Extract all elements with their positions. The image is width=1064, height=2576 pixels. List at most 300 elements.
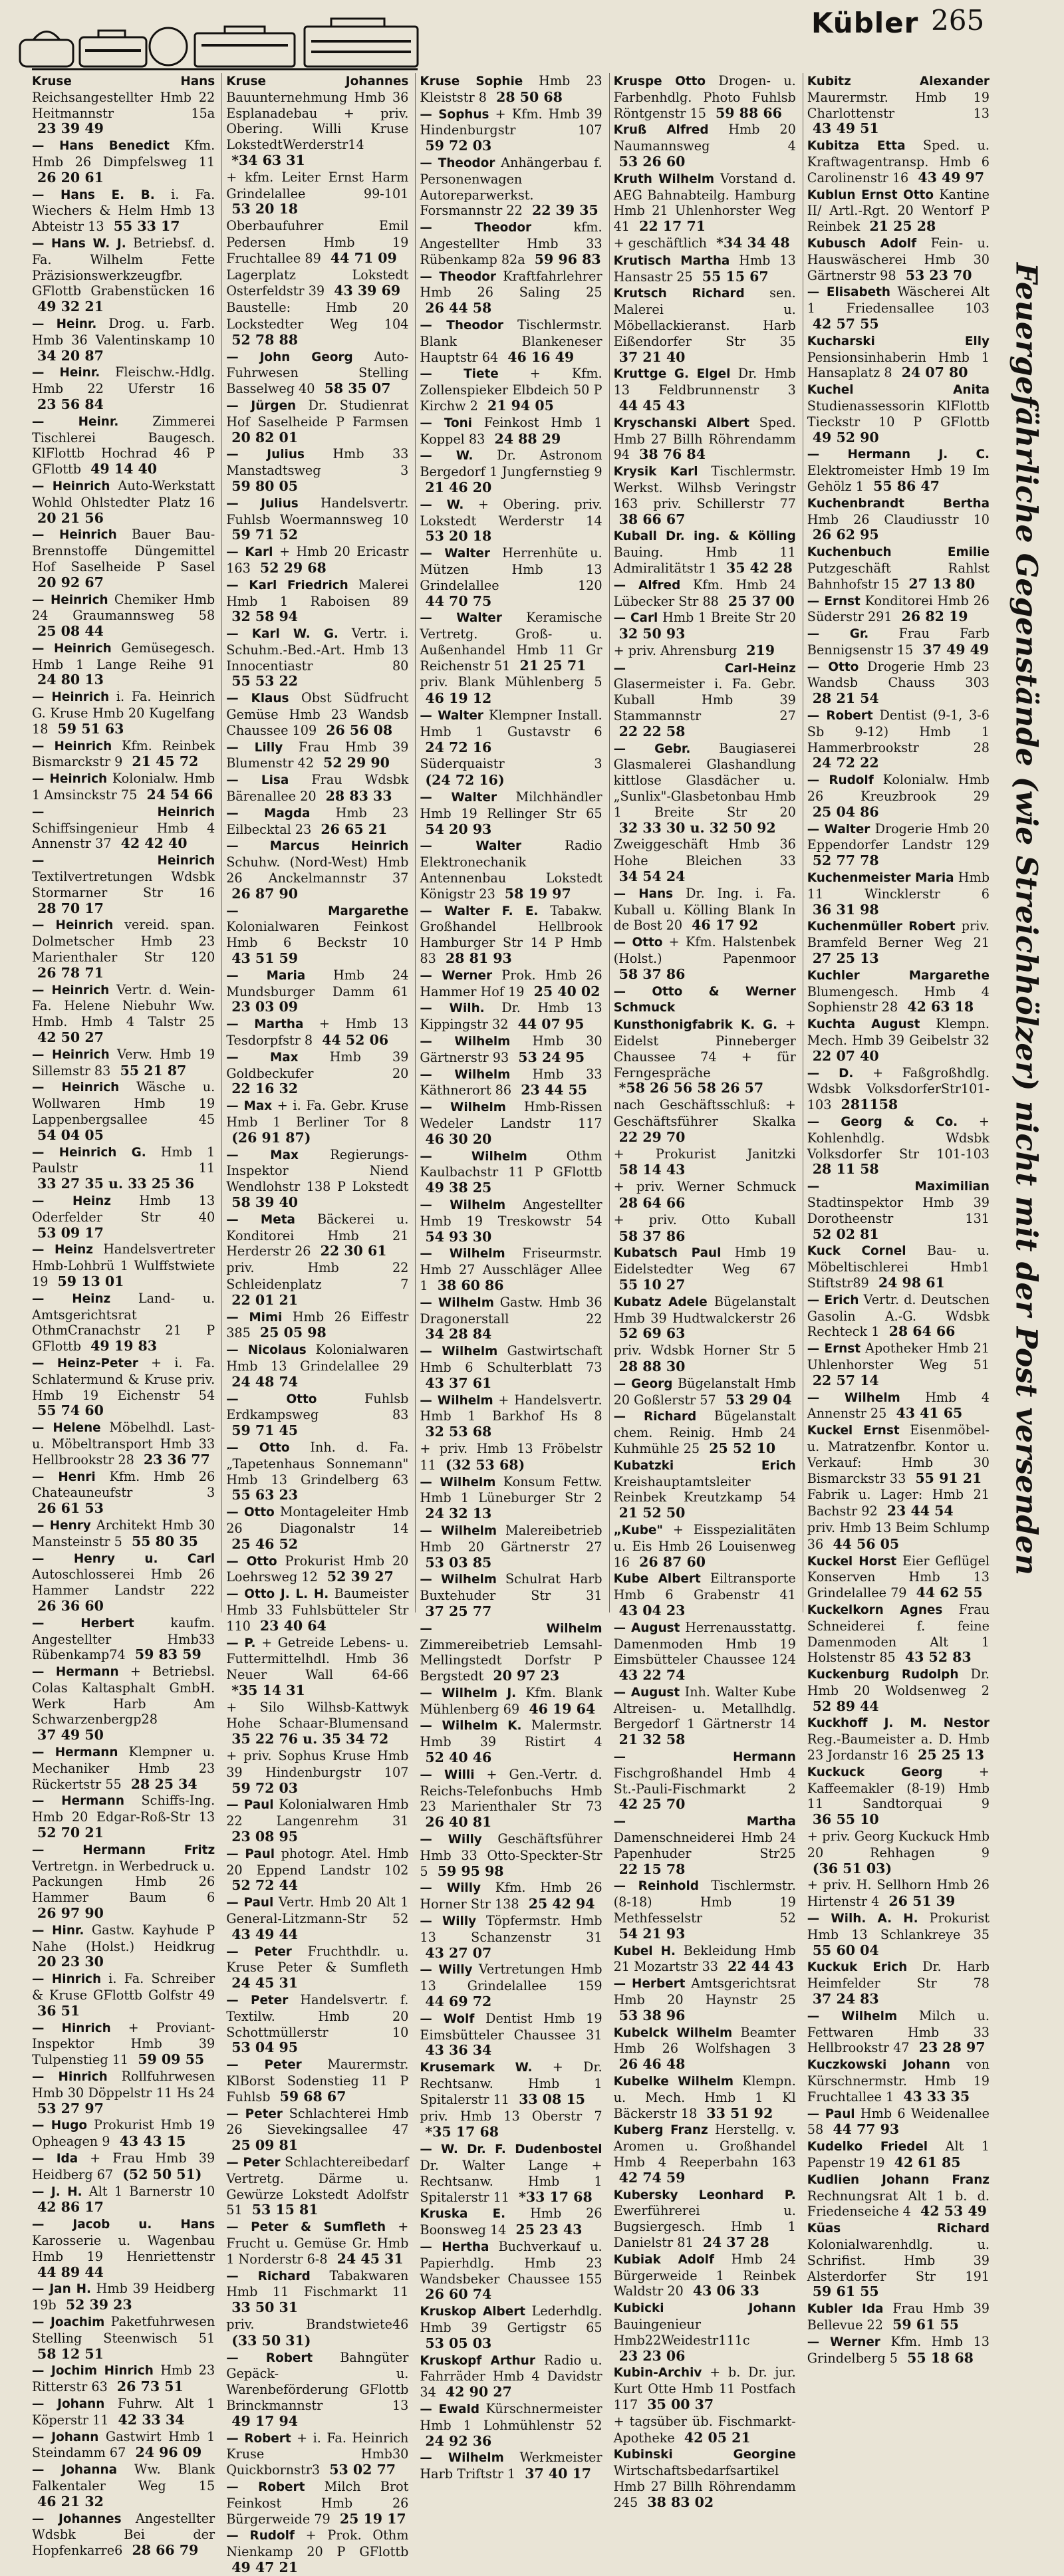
- entry-phone: 25 08 44: [37, 623, 104, 640]
- entry-name: — Georg: [613, 1376, 673, 1391]
- entry-phone: 23 28 97: [918, 2039, 986, 2056]
- directory-entry: [226, 2317, 408, 2349]
- entry-phone: 59 61 55: [892, 2316, 959, 2333]
- entry-details: Gastw. Kayhude P Nahe (Holst.) Heidkrug: [32, 1922, 215, 1954]
- entry-details: Eier Geflügel Konserven Hmb 13 Grindelallee 79: [807, 1553, 990, 1601]
- directory-entry: [32, 689, 215, 737]
- entry-phone: 20 97 23: [493, 1668, 560, 1684]
- directory-entry: [807, 1764, 990, 1828]
- entry-details: Hmb 6 Weidenallee 58: [807, 2105, 990, 2138]
- entry-details: Gastwirtschaft Hmb 6 Schulterblatt 73: [420, 1343, 602, 1375]
- entry-phone: 22 44 43: [728, 1958, 794, 1975]
- entry-details: Kolonialwaren Hmb 13 Grindelallee 29: [226, 1342, 409, 1374]
- entry-name: — Magda: [226, 806, 311, 821]
- entry-phone: 43 41 65: [896, 1405, 963, 1422]
- entry-details: Konditorei Hmb 26 Süderstr 291: [807, 592, 990, 625]
- entry-name: — Maximilian: [807, 1180, 990, 1194]
- directory-entry: [32, 1793, 215, 1841]
- entry-phone: 52 39 27: [327, 1569, 394, 1585]
- directory-column: [415, 73, 604, 2482]
- entry-name: — Maria: [226, 968, 306, 983]
- entry-phone: 22 15 78: [618, 1861, 686, 1877]
- directory-entry: [420, 415, 602, 448]
- entry-phone: 43 49 97: [918, 169, 985, 186]
- entry-details: + priv. Hmb 13 Fröbelstr 11: [420, 1440, 602, 1473]
- entry-phone: 43 36 34: [425, 2042, 492, 2059]
- entry-phone: 43 33 35: [903, 2088, 970, 2105]
- directory-entry: [226, 1894, 408, 1942]
- directory-entry: [420, 1767, 602, 1831]
- entry-name: Kryschanski Albert: [613, 416, 749, 430]
- entry-phone: 22 16 32: [231, 1081, 299, 1097]
- entry-phone: 22 39 35: [531, 202, 598, 219]
- directory-entry: [32, 592, 215, 640]
- entry-phone: 58 19 97: [504, 885, 571, 902]
- entry-details: Damenschneiderei Hmb 24 Papenhuder Str25: [613, 1830, 796, 1861]
- directory-entry: [32, 2020, 215, 2068]
- directory-entry: [614, 2252, 796, 2299]
- entry-phone: 52 70 21: [37, 1825, 104, 1841]
- entry-name: Krysik Karl: [613, 465, 698, 479]
- entry-phone: 59 95 98: [437, 1863, 504, 1879]
- entry-details: Baumeister Hmb 33 Fuhlsbütteler Str 110: [226, 1586, 409, 1634]
- directory-entry: [32, 1517, 215, 1550]
- directory-entry: [420, 1474, 602, 1522]
- entry-phone: 35 00 37: [647, 2396, 714, 2412]
- directory-entry: [807, 2008, 990, 2056]
- entry-details: + Faßgroßhdlg. Wdsbk VolksdorferStr101-103: [807, 1065, 990, 1113]
- entry-details: i. Fa. Wiechers & Helm Hmb 13 Abteistr 13: [32, 186, 215, 235]
- entry-name: — Ernst: [807, 594, 861, 608]
- directory-entry: [807, 1520, 990, 1553]
- entry-name: — Wilhelm: [420, 1067, 511, 1082]
- entry-name: — Julius: [226, 448, 305, 462]
- entry-phone: 24 54 66: [146, 787, 213, 803]
- entry-phone: 42 90 27: [445, 2384, 512, 2400]
- entry-phone: 21 94 05: [487, 397, 554, 414]
- directory-entry: [420, 269, 602, 317]
- entry-name: — Willy: [420, 1914, 477, 1929]
- entry-phone: 42 86 17: [37, 2199, 104, 2216]
- directory-entry: [807, 2106, 990, 2138]
- entry-phone: 59 72 03: [231, 1779, 299, 1796]
- directory-entry: [614, 366, 796, 414]
- entry-details: Dr. Astronom Bergedorf 1 Jungfernstieg 9: [420, 448, 602, 480]
- entry-details: Tabakw. Großhandel Hellbrook Hamburger Str 14 P Hmb 83: [420, 902, 602, 967]
- directory-entry: [420, 155, 602, 219]
- entry-phone: 59 88 66: [716, 104, 782, 121]
- entry-details: + Prokurist Janitzki: [613, 1146, 796, 1162]
- entry-details: Hmb 33 Manstadtsweg 3: [226, 446, 409, 479]
- directory-entry: [420, 1245, 602, 1293]
- directory-entry: [420, 1099, 602, 1147]
- entry-name: — Max: [226, 1148, 299, 1162]
- entry-details: Milch u. Fettwaren Hmb 33 Hellbrookstr 47: [807, 2007, 990, 2056]
- entry-details: Wäsche u. Wollwaren Hmb 19 Lappenbergsallee 45: [32, 1079, 215, 1127]
- directory-entry: [32, 1842, 215, 1922]
- entry-phone: 59 80 05: [231, 477, 299, 494]
- entry-phone: (52 50 51): [122, 2166, 202, 2182]
- entry-details: + Obering. priv. Lokstedt Werderstr 14: [420, 496, 602, 529]
- entry-details: Süderquaistr 3: [420, 756, 602, 772]
- entry-phone: 49 52 90: [812, 429, 879, 446]
- entry-phone: 32 58 94: [231, 608, 299, 625]
- directory-entry: [420, 1718, 602, 1765]
- entry-details: Apotheker Hmb 21 Uhlenhorster Weg 51: [807, 1341, 990, 1372]
- entry-phone: 49 14 40: [90, 461, 158, 477]
- entry-details: + kfm. Leiter Ernst Harm Grindelallee 99-101: [226, 169, 409, 201]
- directory-entry: [420, 610, 602, 674]
- directory-entry: [807, 708, 990, 771]
- entry-name: — Robert: [807, 709, 873, 723]
- entry-details: Klempner u. Mechaniker Hmb 23 Rückertstr 55: [32, 1744, 215, 1792]
- directory-entry: [614, 1408, 796, 1456]
- entry-phone: 25 52 10: [709, 1440, 776, 1456]
- entry-details: Feinkost Hmb 1 Koppel 83: [420, 414, 602, 447]
- directory-entry: [420, 1913, 602, 1961]
- entry-name: — Toni: [420, 416, 472, 430]
- entry-name: — Peter: [226, 2058, 302, 2073]
- directory-entry: [420, 219, 602, 267]
- entry-details: Buchverkauf u. Papierhdlg. Hmb 23 Wandsbeker Chaussee 155: [420, 2238, 602, 2287]
- entry-name: Kuck Cornel: [807, 1244, 906, 1259]
- entry-phone: 22 57 14: [812, 1372, 879, 1388]
- entry-details: Kraftfahrlehrer Hmb 26 Saling 25: [420, 268, 602, 301]
- entry-details: priv. Hmb 22 Schleidenplatz 7: [226, 1260, 409, 1292]
- entry-name: — Walter F. E.: [420, 904, 539, 918]
- directory-entry: [614, 2300, 796, 2364]
- entry-name: — Otto: [226, 1392, 317, 1406]
- directory-entry: [614, 983, 796, 1017]
- entry-details: Hmb 1 Breite Str 20: [662, 610, 796, 626]
- entry-phone: 46 17 92: [692, 917, 759, 934]
- directory-entry: [807, 1243, 990, 1291]
- directory-entry: [614, 837, 796, 884]
- entry-phone: 43 37 61: [425, 1374, 492, 1391]
- entry-name: Kruskopf Arthur: [420, 2353, 535, 2368]
- entry-phone: 42 57 55: [812, 315, 879, 332]
- entry-name: Kuchler Margarethe: [807, 968, 990, 983]
- entry-details: Handelsvertr. Fuhlsb Woermannsweg 10: [226, 495, 409, 527]
- directory-entry: [614, 2187, 796, 2251]
- entry-details: Vertr. i. Schuhm.-Bed.-Art. Hmb 13 Innocentiastr 80: [226, 626, 409, 674]
- entry-details: Wirtschaftsbedarfsartikel Hmb 27 Billh Röhrendamm 245: [613, 2463, 796, 2510]
- running-head: Kübler: [811, 7, 919, 39]
- entry-details: + Kaffeemakler (8-19) Hmb 11 Sandtorquai 9: [807, 1763, 990, 1812]
- entry-details: Pensionsinhaberin Hmb 1 Hansaplatz 8: [807, 349, 990, 381]
- page-header: [0, 0, 1064, 78]
- entry-name: Kuckuk Erich: [807, 1960, 908, 1975]
- entry-details: Vertretungen Hmb 13 Grindelallee 159: [420, 1962, 602, 1994]
- entry-name: — Walter: [807, 822, 870, 837]
- entry-phone: 28 50 68: [496, 88, 563, 105]
- side-notice-text: Feuergefährliche Gegenstände (wie Streichhölzer) nicht mit der Post versenden: [1009, 263, 1043, 1575]
- entry-phone: 22 07 40: [812, 1047, 879, 1064]
- entry-details: Schlachtereibedarf Vertretg. Därme u. Gewürze Lokstedt Adolfstr 51: [226, 2154, 409, 2218]
- directory-entry: [32, 478, 215, 526]
- directory-entry: [614, 2414, 796, 2446]
- entry-phone: 24 98 61: [878, 1274, 945, 1291]
- entry-name: — Wilhelm: [420, 1475, 496, 1489]
- entry-phone: *58 26 56 58 26 57: [618, 1080, 764, 1096]
- entry-phone: 20 21 56: [37, 509, 104, 526]
- entry-name: — Wilhelm: [420, 1295, 494, 1310]
- entry-phone: 20 23 30: [37, 1954, 104, 1970]
- entry-details: Dr. Hmb 20 Woldsenweg 2: [807, 1666, 990, 1698]
- entry-details: + priv. H. Sellhorn Hmb 26 Hirtenstr 4: [807, 1877, 990, 1910]
- entry-phone: 58 37 86: [618, 1227, 686, 1244]
- directory-entry: [807, 2138, 990, 2171]
- entry-details: + Betriebsl. Colas Kaltasphalt GmbH. Werk Harb Am Schwarzenbergp28: [32, 1664, 215, 1728]
- entry-phone: 53 38 96: [618, 2007, 686, 2023]
- entry-phone: 26 40 81: [425, 1814, 492, 1831]
- entry-details: Tabakwaren Hmb 11 Fischmarkt 11: [226, 2267, 409, 2300]
- entry-details: Hmb 26 Eiffestr 385: [226, 1309, 409, 1341]
- entry-details: Baugiaserei Glasmalerei Glashandlung kittlose Glasdächer u. „Sunlix"-Glasbetonbau Hmb 1 Breite Str 20: [613, 740, 796, 820]
- entry-name: Kubelck Wilhelm: [613, 2025, 733, 2040]
- entry-phone: 38 66 67: [618, 511, 686, 527]
- entry-details: Ww. Blank Falkentaler Weg 15: [32, 2462, 215, 2494]
- entry-name: — Hinr.: [32, 1923, 84, 1938]
- entry-phone: 32 33 30 u. 32 50 92: [618, 819, 776, 836]
- entry-name: — W.: [420, 497, 464, 512]
- directory-entry: [614, 886, 796, 934]
- entry-name: — Gebr.: [613, 741, 691, 756]
- entry-details: + Kfm. Hmb 39 Hindenburgstr 107: [420, 106, 602, 138]
- entry-name: — Helene: [32, 1421, 101, 1436]
- directory-entry: [32, 1355, 215, 1419]
- entry-details: i. Fa. Schreiber & Kruse GFlottb Golfstr 49: [32, 1971, 215, 2003]
- entry-details: Herrenhüte u. Mützen Hmb 13 Grindelallee 120: [420, 545, 602, 593]
- entry-name: — Wilhelm: [420, 1247, 505, 1261]
- entry-name: Kuberg Franz: [613, 2123, 708, 2138]
- entry-details: + Frau Hmb 39 Heidberg 67: [32, 2150, 215, 2182]
- entry-details: Tischlermstr. (8-18) Hmb 19 Methfesselstr 52: [613, 1878, 796, 1926]
- directory-entry: [420, 1148, 602, 1196]
- entry-details: Schuhw. (Nord-West) Hmb 26 Anckelmannstr 37: [226, 854, 409, 886]
- directory-entry: [32, 1551, 215, 1614]
- entry-name: Kuchta August: [807, 1017, 920, 1032]
- entry-name: Kubler Ida: [807, 2302, 884, 2317]
- entry-name: — Peter: [226, 2156, 281, 2170]
- directory-entry: [32, 414, 215, 477]
- entry-name: — Peter: [226, 2107, 283, 2121]
- directory-entry: [420, 1392, 602, 1440]
- entry-details: Hmb 24 Mundsburger Damm 61: [226, 967, 409, 999]
- entry-details: Kfm. Blank Mühlenberg 69: [420, 1684, 602, 1717]
- entry-details: Frau Farb Bennigsenstr 15: [807, 626, 990, 658]
- entry-name: — Johann: [32, 2396, 105, 2411]
- entry-phone: 34 20 87: [37, 347, 104, 364]
- entry-phone: 33 51 92: [706, 2105, 773, 2121]
- entry-name: — Theodor: [420, 318, 503, 332]
- entry-details: Kolonialw. Hmb 26 Kreuzbrook 29: [807, 772, 990, 805]
- entry-name: — Marcus Heinrich: [226, 839, 409, 854]
- directory-entry: [807, 1829, 990, 1876]
- entry-details: Gastwirt Hmb 1 Steindamm 67: [32, 2428, 215, 2461]
- entry-phone: 49 32 21: [37, 299, 104, 315]
- entry-name: Kunsthonigfabrik K. G.: [613, 1018, 778, 1033]
- entry-details: Sped. Hmb 27 Billh Röhrendamm 94: [613, 414, 796, 463]
- entry-phone: 25 42 94: [528, 1896, 595, 1912]
- entry-phone: 59 83 59: [134, 1646, 201, 1663]
- entry-phone: 20 92 67: [37, 574, 104, 590]
- entry-name: Kuckhoff J. M. Nestor: [807, 1716, 990, 1731]
- entry-name: — Wilhelm J.: [420, 1686, 517, 1700]
- entry-phone: 23 23 06: [618, 2347, 686, 2364]
- directory-entry: [32, 1291, 215, 1354]
- entry-name: „Kube": [613, 1523, 663, 1537]
- entry-name: Kubitz Alexander: [807, 74, 990, 88]
- entry-details: Fleischw.-Hdlg. Hmb 22 Uferstr 16: [32, 364, 215, 397]
- entry-details: Malereibetrieb Hmb 20 Gärtnerstr 27: [420, 1522, 602, 1555]
- entry-name: Küas Richard: [807, 2222, 990, 2236]
- entry-phone: (32 53 68): [445, 1456, 525, 1473]
- entry-name: — Jacob u. Hans: [32, 2218, 215, 2232]
- directory-entry: [420, 789, 602, 837]
- entry-phone: 53 27 97: [37, 2100, 104, 2117]
- entry-name: — Henry: [32, 1518, 91, 1533]
- directory-entry: [807, 626, 990, 658]
- entry-details: Verw. Hmb 19 Sillemstr 83: [32, 1046, 215, 1079]
- entry-phone: 42 33 34: [118, 2411, 185, 2428]
- entry-phone: 24 32 13: [425, 1505, 492, 1522]
- entry-details: Prokurist Hmb 20 Loehrsweg 12: [226, 1553, 409, 1585]
- entry-name: Kuczkowski Johann: [807, 2058, 950, 2073]
- entry-details: Reichsangestellter Hmb 22 Heitmannstr 15a: [32, 89, 215, 121]
- directory-entry: [807, 2334, 990, 2367]
- entry-name: — Hans Benedict: [32, 139, 170, 154]
- entry-phone: 37 40 17: [525, 2466, 592, 2482]
- entry-name: — W.: [420, 449, 473, 463]
- directory-entry: [614, 2073, 796, 2121]
- entry-phone: 23 56 84: [37, 396, 104, 412]
- entry-details: Milch Brot Feinkost Hmb 26 Bürgerweide 79: [226, 2478, 409, 2527]
- directory-entry: [614, 2122, 796, 2186]
- entry-details: vereid. span. Dolmetscher Hmb 23 Marienthaler Str 120: [32, 917, 215, 966]
- entry-name: — Johannes: [32, 2512, 122, 2526]
- entry-phone: 43 39 69: [334, 283, 401, 299]
- entry-details: Handelsvertreter Hmb-Lohbrü 1 Wulffstwiete 19: [32, 1241, 215, 1289]
- entry-phone: 44 69 72: [425, 1994, 492, 2010]
- directory-entry: [226, 1309, 408, 1342]
- entry-name: — Julius: [226, 496, 299, 511]
- entry-details: Schiffs-Ing. Hmb 20 Edgar-Roß-Str 13: [32, 1793, 215, 1825]
- entry-name: — Heinz: [32, 1194, 111, 1208]
- entry-phone: 44 56 05: [833, 1535, 900, 1552]
- entry-phone: 52 02 81: [812, 1225, 879, 1242]
- entry-name: Kruskop Albert: [420, 2305, 526, 2319]
- entry-details: Fuhrw. Alt 1 Köperstr 11: [32, 2395, 215, 2428]
- directory-entry: [420, 2206, 602, 2238]
- directory-entry: [32, 640, 215, 688]
- entry-name: — Theodor: [420, 156, 495, 170]
- entry-name: — Mimi: [226, 1310, 283, 1325]
- entry-name: Kruth Wilhelm: [613, 172, 715, 186]
- entry-phone: 46 19 64: [529, 1700, 596, 1717]
- entry-phone: 26 61 53: [37, 1500, 104, 1517]
- entry-name: Kruse Hans: [32, 74, 215, 88]
- entry-details: Kolonialw. Hmb 1 Amsinckstr 75: [32, 771, 215, 803]
- entry-details: Alt 1 Papenstr 19: [807, 2138, 990, 2170]
- entry-details: Hmb 20 Naumannsweg 4: [613, 122, 796, 154]
- entry-name: — Otto: [226, 1440, 290, 1455]
- entry-name: — Jan H.: [32, 2282, 92, 2297]
- entry-details: Wäscherei Alt 1 Friedensallee 103: [807, 284, 990, 317]
- entry-name: — Margarethe: [226, 904, 409, 918]
- entry-details: Dr. Hmb 13 Feldbrunnenstr 3: [613, 366, 796, 398]
- entry-phone: 42 50 27: [37, 1029, 104, 1046]
- directory-entry: [226, 218, 408, 266]
- directory-entry: [226, 349, 408, 397]
- entry-name: — Jochim Hinrich: [32, 2364, 154, 2379]
- entry-phone: 23 03 09: [231, 999, 299, 1015]
- entry-phone: 26 56 08: [326, 721, 393, 738]
- entry-phone: 26 82 19: [901, 608, 968, 625]
- entry-details: Hmb 13 Hansastr 25: [613, 252, 796, 285]
- entry-phone: 25 05 98: [259, 1325, 327, 1341]
- entry-details: + Prok. Othm Nienkamp 20 P GFlottb: [226, 2527, 409, 2560]
- directory-entry: [614, 415, 796, 463]
- directory-entry: [32, 2117, 215, 2150]
- entry-details: Bügelanstalt Hmb 20 Goßlerstr 57: [613, 1375, 796, 1408]
- entry-name: — Heinrich: [32, 772, 108, 787]
- entry-details: + priv. Georg Kuckuck Hmb 20 Rehhagen 9: [807, 1829, 990, 1861]
- directory-entry: [614, 1684, 796, 1748]
- directory-entry: [614, 1976, 796, 2023]
- entry-phone: 24 80 13: [37, 672, 104, 688]
- directory-column: [803, 73, 992, 2366]
- entry-phone: 28 88 30: [618, 1358, 686, 1374]
- entry-name: — Reinhold: [613, 1879, 699, 1894]
- entry-details: Betriebsf. d. Fa. Wilhelm Fette Präzisionswerkzeugfbr. GFlottb Grabenstücken 16: [32, 235, 215, 299]
- directory-column: [609, 73, 799, 2510]
- entry-name: — Hans E. B.: [32, 188, 155, 202]
- entry-details: Auto-Fuhrwesen Stelling Basselweg 40: [226, 348, 409, 397]
- directory-entry: [420, 1523, 602, 1571]
- directory-entry: [807, 870, 990, 918]
- entry-phone: 49 19 83: [90, 1338, 158, 1354]
- entry-name: — Robert: [226, 2480, 305, 2494]
- entry-phone: 42 74 59: [618, 2169, 686, 2186]
- directory-entry: [420, 73, 602, 106]
- entry-name: — Heinrich: [32, 690, 110, 705]
- entry-details: + Getreide Lebens- u. Futtermittelhdl. Hmb 36 Neuer Wall 64-66: [226, 1634, 409, 1683]
- directory-entry: [614, 741, 796, 837]
- directory-entry: [807, 187, 990, 235]
- entry-phone: *35 14 31: [231, 1682, 305, 1698]
- entry-phone: 37 25 77: [425, 1603, 492, 1619]
- directory-entry: [614, 1146, 796, 1179]
- entry-phone: (36 51 03): [812, 1860, 892, 1876]
- entry-name: — Hinrich: [32, 1972, 102, 1987]
- directory-entry: [807, 772, 990, 820]
- directory-entry: [420, 1197, 602, 1245]
- directory-entry: [614, 610, 796, 642]
- entry-name: — Hermann Fritz: [32, 1843, 215, 1857]
- entry-phone: *34 34 48: [716, 234, 790, 251]
- directory-entry: [32, 527, 215, 590]
- entry-phone: 55 86 47: [873, 477, 940, 494]
- entry-phone: 43 49 44: [231, 1926, 299, 1942]
- entry-phone: 36 31 98: [812, 901, 879, 918]
- entry-phone: 59 68 67: [279, 2088, 346, 2105]
- entry-phone: (24 72 16): [425, 772, 505, 789]
- entry-details: Kfm. Reinbek Bismarckstr 9: [32, 737, 215, 770]
- entry-phone: 22 17 71: [639, 218, 706, 235]
- entry-phone: 49 38 25: [425, 1180, 492, 1196]
- entry-name: — Georg & Co.: [807, 1115, 958, 1129]
